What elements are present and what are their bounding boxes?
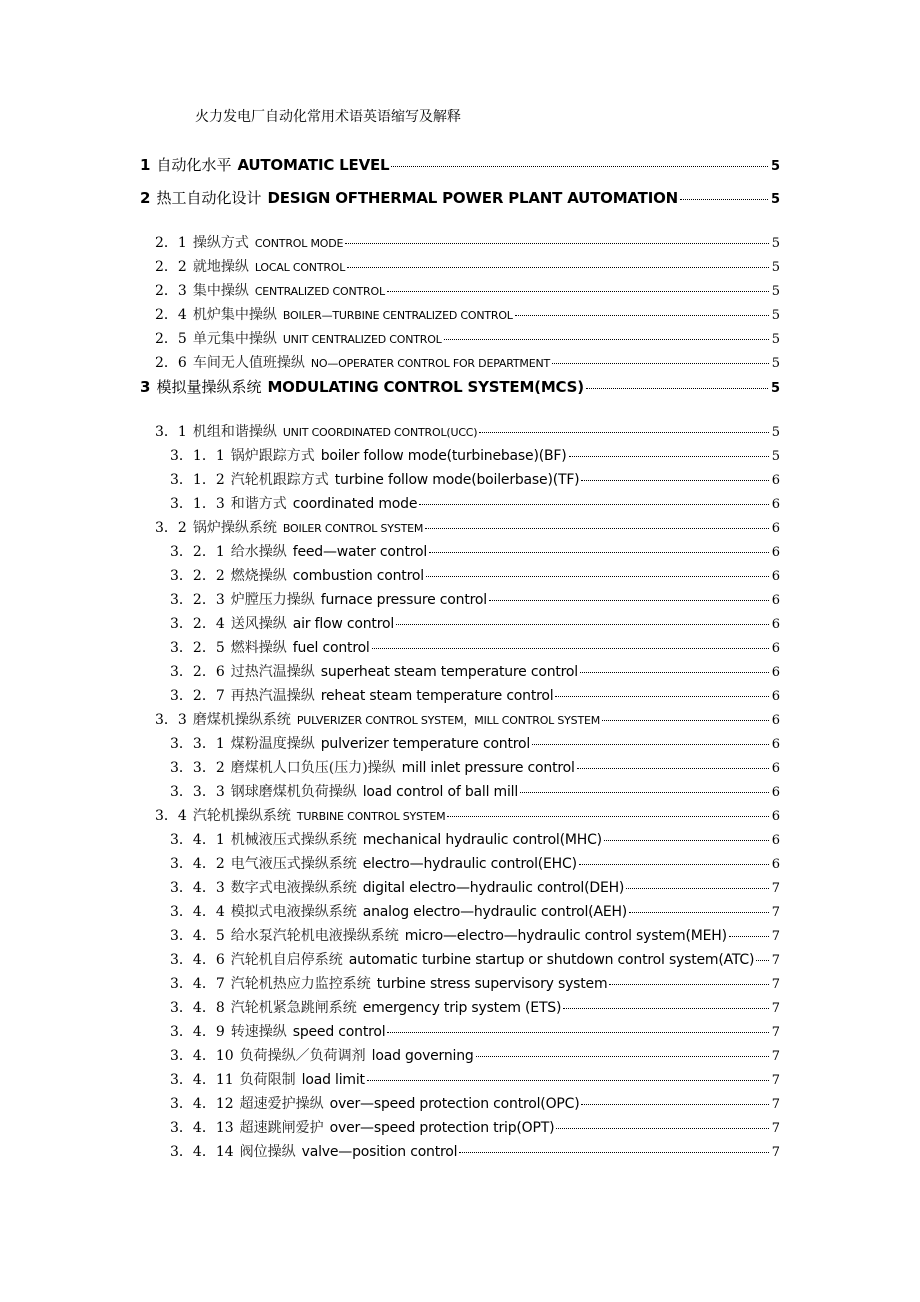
toc-entry[interactable] xyxy=(140,469,780,493)
toc-entry-number: 3．2．7 xyxy=(170,688,225,704)
toc-leader-dots xyxy=(604,840,769,841)
toc-entry[interactable] xyxy=(140,757,780,781)
toc-entry-english-title: feed—water control xyxy=(292,544,428,560)
toc-entry-chinese-title: 操纵方式 xyxy=(192,235,249,251)
toc-entry-number: 2．4 xyxy=(155,307,187,323)
toc-entry-chinese-title: 给水泵汽轮机电液操纵系统 xyxy=(230,928,399,944)
toc-entry-chinese-title: 再热汽温操纵 xyxy=(230,688,315,704)
toc-entry-chinese-title: 机炉集中操纵 xyxy=(192,307,277,323)
toc-entry[interactable] xyxy=(140,421,780,445)
toc-entry[interactable] xyxy=(140,1069,780,1093)
toc-entry[interactable] xyxy=(140,637,780,661)
toc-entry-number: 3．1．3 xyxy=(170,496,225,512)
toc-entry-number: 3．4．13 xyxy=(170,1120,234,1136)
toc-entry-chinese-title: 过热汽温操纵 xyxy=(230,664,315,680)
toc-entry[interactable] xyxy=(140,877,780,901)
toc-entry-number: 3．3．3 xyxy=(170,784,225,800)
toc-entry-chinese-title: 汽轮机自启停系统 xyxy=(230,952,343,968)
toc-entry-chinese-title: 数字式电液操纵系统 xyxy=(230,880,357,896)
toc-entry-page: 7 xyxy=(771,1001,780,1016)
toc-entry-english-title: fuel control xyxy=(292,640,370,656)
toc-leader-dots xyxy=(609,984,768,985)
toc-entry-chinese-title: 送风操纵 xyxy=(230,616,287,632)
toc-leader-dots xyxy=(489,600,769,601)
toc-entry-page: 5 xyxy=(771,356,780,371)
toc-entry-number: 3．4 xyxy=(155,808,187,824)
toc-entry-english-title: turbine stress supervisory system xyxy=(376,976,608,992)
toc-entry-chinese-title: 自动化水平 xyxy=(156,156,232,174)
toc-entry-page: 5 xyxy=(770,159,780,174)
toc-entry-english-title: reheat steam temperature control xyxy=(320,688,554,704)
toc-leader-dots xyxy=(729,936,769,937)
toc-entry-page: 5 xyxy=(771,260,780,275)
toc-entry[interactable] xyxy=(140,493,780,517)
toc-entry-page: 6 xyxy=(771,785,780,800)
toc-entry-english-title: DESIGN OFTHERMAL POWER PLANT AUTOMATION xyxy=(267,189,678,207)
toc-entry-number: 3．4．9 xyxy=(170,1024,225,1040)
toc-entry-chinese-title: 阀位操纵 xyxy=(239,1144,296,1160)
toc-entry-english-title: superheat steam temperature control xyxy=(320,664,578,680)
toc-entry-page: 6 xyxy=(771,473,780,488)
toc-entry-english-title: boiler follow mode(turbinebase)(BF) xyxy=(320,448,567,464)
toc-leader-dots xyxy=(756,960,768,961)
toc-entry-number: 3．2．3 xyxy=(170,592,225,608)
toc-entry-english-title: load governing xyxy=(371,1048,474,1064)
toc-entry-chinese-title: 和谐方式 xyxy=(230,496,287,512)
toc-entry[interactable] xyxy=(140,901,780,925)
toc-entry[interactable] xyxy=(140,709,780,733)
toc-entry[interactable] xyxy=(140,1141,780,1165)
toc-entry[interactable] xyxy=(140,733,780,757)
toc-entry-number: 3．4．11 xyxy=(170,1072,234,1088)
toc-entry[interactable] xyxy=(140,1093,780,1117)
toc-entry-page: 5 xyxy=(771,236,780,251)
toc-entry-english-title: load limit xyxy=(301,1072,365,1088)
toc-entry-number: 3．1 xyxy=(155,424,187,440)
toc-leader-dots xyxy=(476,1056,769,1057)
toc-leader-dots xyxy=(444,339,769,340)
toc-entry-page: 6 xyxy=(771,617,780,632)
toc-entry-english-title: load control of ball mill xyxy=(362,784,519,800)
toc-entry-english-title: turbine follow mode(boilerbase)(TF) xyxy=(334,472,580,488)
toc-entry-chinese-title: 电气液压式操纵系统 xyxy=(230,856,357,872)
toc-entry-page: 5 xyxy=(771,332,780,347)
toc-entry-number: 3．2．2 xyxy=(170,568,225,584)
toc-entry[interactable] xyxy=(140,805,780,829)
toc-entry-chinese-title: 汽轮机热应力监控系统 xyxy=(230,976,371,992)
toc-entry-page: 7 xyxy=(771,1049,780,1064)
toc-entry-number: 3．2 xyxy=(155,520,187,536)
toc-entry-page: 6 xyxy=(771,665,780,680)
toc-entry-english-title: electro—hydraulic control(EHC) xyxy=(362,856,577,872)
toc-leader-dots xyxy=(515,315,769,316)
toc-entry-number: 3．4．3 xyxy=(170,880,225,896)
toc-entry[interactable] xyxy=(140,589,780,613)
toc-entry-chinese-title: 集中操纵 xyxy=(192,283,249,299)
toc-entry-page: 7 xyxy=(771,1025,780,1040)
toc-entry-page: 6 xyxy=(771,809,780,824)
toc-entry-number: 2．2 xyxy=(155,259,187,275)
toc-entry[interactable] xyxy=(140,352,780,376)
toc-entry[interactable] xyxy=(140,1021,780,1045)
toc-entry-english-title: CONTROL MODE xyxy=(254,237,344,250)
toc-entry-english-title: LOCAL CONTROL xyxy=(254,261,346,274)
toc-entry-chinese-title: 超速跳闸爱护 xyxy=(239,1120,324,1136)
toc-entry-english-title: air flow control xyxy=(292,616,395,632)
toc-entry-english-title: automatic turbine startup or shutdown control system(ATC) xyxy=(348,952,755,968)
toc-leader-dots xyxy=(387,1032,768,1033)
toc-entry-chinese-title: 就地操纵 xyxy=(192,259,249,275)
toc-entry-number: 2．6 xyxy=(155,355,187,371)
toc-leader-dots xyxy=(345,243,769,244)
toc-entry-english-title: NO—OPERATER CONTROL FOR DEPARTMENT xyxy=(310,357,550,370)
toc-leader-dots xyxy=(581,1104,768,1105)
toc-leader-dots xyxy=(347,267,769,268)
toc-leader-dots xyxy=(396,624,769,625)
toc-entry-page: 6 xyxy=(771,713,780,728)
toc-entry-page: 7 xyxy=(771,905,780,920)
toc-entry-chinese-title: 煤粉温度操纵 xyxy=(230,736,315,752)
toc-leader-dots xyxy=(372,648,769,649)
toc-leader-dots xyxy=(367,1080,769,1081)
toc-leader-dots xyxy=(555,696,768,697)
toc-entry-page: 6 xyxy=(771,761,780,776)
toc-entry[interactable] xyxy=(140,661,780,685)
toc-entry-number: 3．1．1 xyxy=(170,448,225,464)
toc-entry-chinese-title: 钢球磨煤机负荷操纵 xyxy=(230,784,357,800)
toc-entry-page: 6 xyxy=(771,545,780,560)
toc-entry-chinese-title: 汽轮机紧急跳闸系统 xyxy=(230,1000,357,1016)
toc-leader-dots xyxy=(586,388,768,389)
toc-entry-page: 6 xyxy=(771,737,780,752)
toc-leader-dots xyxy=(580,672,769,673)
toc-leader-dots xyxy=(680,199,768,200)
toc-entry-number: 3．2．1 xyxy=(170,544,225,560)
toc-entry-english-title: over—speed protection trip(OPT) xyxy=(329,1120,555,1136)
toc-entry-page: 7 xyxy=(771,1073,780,1088)
document-title: 火力发电厂自动化常用术语英语缩写及解释 xyxy=(195,109,461,125)
toc-leader-dots xyxy=(419,504,768,505)
table-of-contents xyxy=(140,154,780,1165)
toc-leader-dots xyxy=(387,291,769,292)
toc-entry-chinese-title: 模拟量操纵系统 xyxy=(156,378,262,396)
toc-entry-english-title: BOILER—TURBINE CENTRALIZED CONTROL xyxy=(282,309,513,322)
toc-entry[interactable] xyxy=(140,445,780,469)
toc-entry-page: 7 xyxy=(771,953,780,968)
toc-entry[interactable] xyxy=(140,853,780,877)
toc-leader-dots xyxy=(459,1152,768,1153)
toc-leader-dots xyxy=(629,912,769,913)
toc-entry-number: 2 xyxy=(140,189,151,207)
toc-leader-dots xyxy=(563,1008,768,1009)
toc-entry-english-title: coordinated mode xyxy=(292,496,418,512)
toc-entry-chinese-title: 汽轮机跟踪方式 xyxy=(230,472,329,488)
toc-entry-chinese-title: 汽轮机操纵系统 xyxy=(192,808,291,824)
toc-entry-chinese-title: 锅炉跟踪方式 xyxy=(230,448,315,464)
toc-entry[interactable] xyxy=(140,1117,780,1141)
toc-entry-number: 3．4．7 xyxy=(170,976,225,992)
toc-entry-page: 6 xyxy=(771,569,780,584)
toc-entry-english-title: valve—position control xyxy=(301,1144,458,1160)
toc-entry[interactable] xyxy=(140,685,780,709)
toc-leader-dots xyxy=(425,528,769,529)
toc-entry[interactable] xyxy=(140,997,780,1021)
toc-leader-dots xyxy=(426,576,769,577)
toc-leader-dots xyxy=(581,480,768,481)
toc-entry-page: 5 xyxy=(771,284,780,299)
toc-entry-page: 5 xyxy=(770,192,780,207)
toc-entry-page: 5 xyxy=(770,381,780,396)
toc-entry-page: 7 xyxy=(771,1121,780,1136)
toc-entry-page: 6 xyxy=(771,593,780,608)
toc-entry[interactable] xyxy=(140,187,780,220)
toc-entry-english-title: emergency trip system (ETS) xyxy=(362,1000,562,1016)
toc-entry[interactable] xyxy=(140,925,780,949)
toc-entry-chinese-title: 转速操纵 xyxy=(230,1024,287,1040)
toc-entry[interactable] xyxy=(140,232,780,256)
toc-entry-number: 3．4．1 xyxy=(170,832,225,848)
toc-entry-number: 3．4．14 xyxy=(170,1144,234,1160)
toc-entry-number: 3．3．2 xyxy=(170,760,225,776)
toc-entry-english-title: UNIT CENTRALIZED CONTROL xyxy=(282,333,442,346)
toc-entry[interactable] xyxy=(140,256,780,280)
toc-entry-chinese-title: 锅炉操纵系统 xyxy=(192,520,277,536)
toc-entry-chinese-title: 炉膛压力操纵 xyxy=(230,592,315,608)
toc-entry-english-title: TURBINE CONTROL SYSTEM xyxy=(296,810,446,823)
toc-entry[interactable] xyxy=(140,973,780,997)
toc-entry-page: 7 xyxy=(771,1145,780,1160)
toc-entry-chinese-title: 燃烧操纵 xyxy=(230,568,287,584)
toc-entry-number: 3．4．8 xyxy=(170,1000,225,1016)
toc-entry-chinese-title: 超速爱护操纵 xyxy=(239,1096,324,1112)
toc-entry-chinese-title: 磨煤机操纵系统 xyxy=(192,712,291,728)
toc-entry-english-title: AUTOMATIC LEVEL xyxy=(237,156,390,174)
toc-entry-english-title: micro—electro—hydraulic control system(MEH) xyxy=(404,928,727,944)
toc-entry-english-title: combustion control xyxy=(292,568,424,584)
toc-leader-dots xyxy=(429,552,769,553)
toc-leader-dots xyxy=(391,166,768,167)
toc-entry-number: 3．2．6 xyxy=(170,664,225,680)
toc-entry-page: 7 xyxy=(771,881,780,896)
toc-leader-dots xyxy=(520,792,769,793)
toc-entry-page: 6 xyxy=(771,857,780,872)
toc-leader-dots xyxy=(577,768,769,769)
toc-entry-number: 2．1 xyxy=(155,235,187,251)
toc-entry-chinese-title: 燃料操纵 xyxy=(230,640,287,656)
toc-entry-english-title: analog electro—hydraulic control(AEH) xyxy=(362,904,628,920)
toc-entry-page: 6 xyxy=(771,521,780,536)
toc-entry[interactable] xyxy=(140,565,780,589)
toc-entry[interactable] xyxy=(140,541,780,565)
toc-entry-page: 6 xyxy=(771,497,780,512)
toc-entry-chinese-title: 机械液压式操纵系统 xyxy=(230,832,357,848)
toc-entry-chinese-title: 负荷操纵／负荷调剂 xyxy=(239,1048,366,1064)
toc-entry-english-title: PULVERIZER CONTROL SYSTEM，MILL CONTROL SYSTEM xyxy=(296,714,601,727)
toc-entry[interactable] xyxy=(140,517,780,541)
toc-entry-page: 7 xyxy=(771,929,780,944)
toc-entry-english-title: mill inlet pressure control xyxy=(401,760,575,776)
toc-entry-english-title: over—speed protection control(OPC) xyxy=(329,1096,580,1112)
toc-leader-dots xyxy=(602,720,769,721)
toc-entry-number: 1 xyxy=(140,156,151,174)
toc-entry-page: 6 xyxy=(771,641,780,656)
toc-entry-english-title: furnace pressure control xyxy=(320,592,487,608)
toc-entry-english-title: pulverizer temperature control xyxy=(320,736,531,752)
toc-leader-dots xyxy=(626,888,769,889)
toc-entry-number: 3．4．6 xyxy=(170,952,225,968)
toc-entry-number: 2．3 xyxy=(155,283,187,299)
toc-entry-page: 5 xyxy=(771,449,780,464)
toc-leader-dots xyxy=(556,1128,768,1129)
toc-entry-page: 6 xyxy=(771,833,780,848)
toc-entry-chinese-title: 给水操纵 xyxy=(230,544,287,560)
toc-entry-chinese-title: 单元集中操纵 xyxy=(192,331,277,347)
toc-entry-number: 3．3 xyxy=(155,712,187,728)
toc-entry-chinese-title: 车间无人值班操纵 xyxy=(192,355,305,371)
toc-entry-number: 3．4．2 xyxy=(170,856,225,872)
toc-leader-dots xyxy=(569,456,769,457)
toc-entry[interactable] xyxy=(140,829,780,853)
toc-entry-number: 3．4．4 xyxy=(170,904,225,920)
toc-entry[interactable] xyxy=(140,280,780,304)
toc-entry[interactable] xyxy=(140,304,780,328)
toc-leader-dots xyxy=(579,864,769,865)
toc-entry-page: 5 xyxy=(771,308,780,323)
toc-entry[interactable] xyxy=(140,613,780,637)
toc-entry-english-title: MODULATING CONTROL SYSTEM(MCS) xyxy=(267,378,584,396)
toc-entry-english-title: CENTRALIZED CONTROL xyxy=(254,285,385,298)
toc-entry-chinese-title: 热工自动化设计 xyxy=(156,189,262,207)
toc-entry-english-title: speed control xyxy=(292,1024,386,1040)
toc-entry-number: 3．4．5 xyxy=(170,928,225,944)
toc-entry-chinese-title: 模拟式电液操纵系统 xyxy=(230,904,357,920)
toc-entry-english-title: mechanical hydraulic control(MHC) xyxy=(362,832,602,848)
toc-entry[interactable] xyxy=(140,1045,780,1069)
toc-entry-page: 7 xyxy=(771,977,780,992)
toc-entry-page: 7 xyxy=(771,1097,780,1112)
toc-leader-dots xyxy=(552,363,769,364)
toc-leader-dots xyxy=(532,744,769,745)
toc-leader-dots xyxy=(479,432,768,433)
toc-entry[interactable] xyxy=(140,376,780,409)
toc-entry-number: 2．5 xyxy=(155,331,187,347)
toc-entry-english-title: BOILER CONTROL SYSTEM xyxy=(282,522,424,535)
toc-entry[interactable] xyxy=(140,781,780,805)
toc-entry-chinese-title: 磨煤机人口负压(压力)操纵 xyxy=(230,760,396,776)
toc-entry-page: 5 xyxy=(771,425,780,440)
toc-entry-number: 3 xyxy=(140,378,151,396)
toc-entry-number: 3．4．12 xyxy=(170,1096,234,1112)
toc-entry-number: 3．1．2 xyxy=(170,472,225,488)
toc-entry-chinese-title: 负荷限制 xyxy=(239,1072,296,1088)
toc-entry[interactable] xyxy=(140,949,780,973)
toc-entry-page: 6 xyxy=(771,689,780,704)
toc-entry-english-title: digital electro—hydraulic control(DEH) xyxy=(362,880,625,896)
toc-leader-dots xyxy=(447,816,768,817)
toc-entry-number: 3．3．1 xyxy=(170,736,225,752)
toc-entry-chinese-title: 机组和谐操纵 xyxy=(192,424,277,440)
toc-entry[interactable] xyxy=(140,328,780,352)
toc-entry-english-title: UNIT COORDINATED CONTROL(UCC) xyxy=(282,426,478,439)
toc-entry-number: 3．2．4 xyxy=(170,616,225,632)
toc-entry-number: 3．2．5 xyxy=(170,640,225,656)
toc-entry[interactable] xyxy=(140,154,780,187)
toc-entry-number: 3．4．10 xyxy=(170,1048,234,1064)
